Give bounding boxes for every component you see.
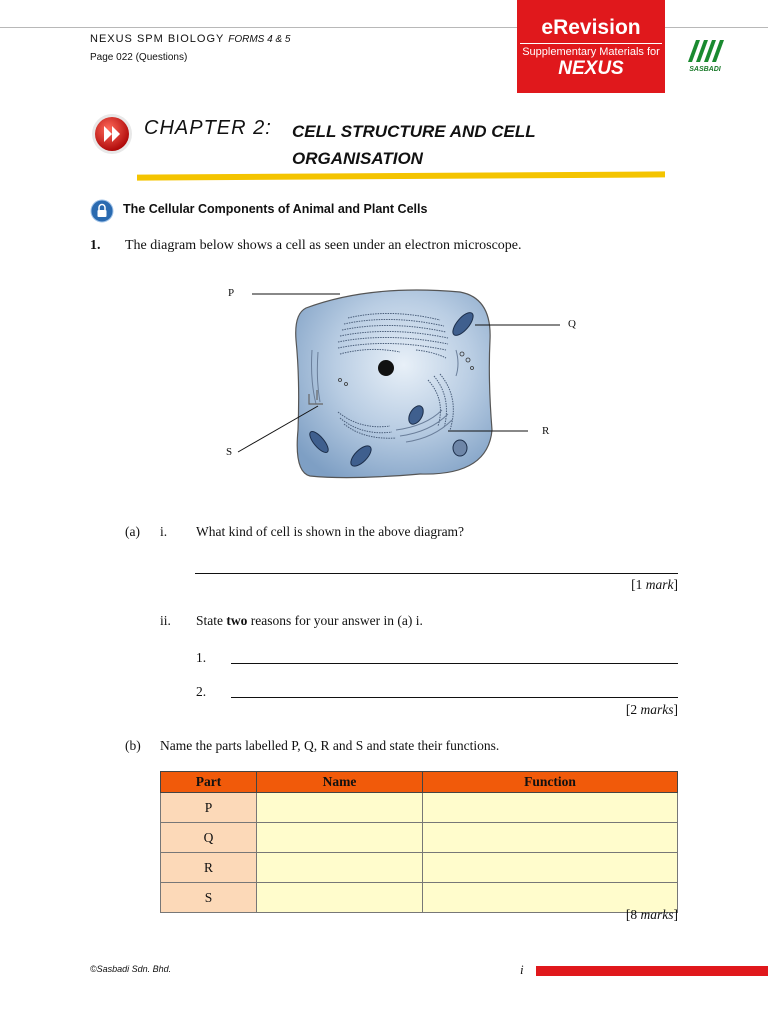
a-ii-before: State xyxy=(196,613,227,628)
header-name: Name xyxy=(257,772,423,793)
page-number: Page 022 (Questions) xyxy=(90,52,188,63)
part-b-label: (b) xyxy=(125,738,141,753)
book-title xyxy=(90,33,290,45)
answer-line-reason-1[interactable] xyxy=(231,663,678,664)
a-ii-bold: two xyxy=(226,613,248,628)
part-a-i-text: What kind of cell is shown in the above diagram? xyxy=(196,524,465,539)
part-a-label: (a) xyxy=(125,524,140,539)
part-cell: R xyxy=(161,853,257,883)
label-r: R xyxy=(542,425,550,437)
table-row xyxy=(161,793,678,823)
table-row xyxy=(161,853,678,883)
name-cell[interactable] xyxy=(257,853,423,883)
header-part: Part xyxy=(161,772,257,793)
header-function: Function xyxy=(423,772,678,793)
book-title-text: NEXUS SPM BIOLOGY xyxy=(90,33,225,45)
mark-a-i: [1 mark] xyxy=(631,577,678,592)
reason-2-label: 2. xyxy=(196,684,207,699)
answer-line-reason-2[interactable] xyxy=(231,697,678,698)
footer-page: i xyxy=(520,962,524,977)
logo-text: SASBADI xyxy=(689,66,721,73)
a-ii-after: reasons for your answer in (a) i. xyxy=(247,613,423,628)
part-cell: S xyxy=(161,883,257,913)
part-a-i-label: i. xyxy=(160,524,168,539)
chapter-label: CHAPTER 2: xyxy=(144,117,272,139)
chapter-underline xyxy=(137,171,665,180)
label-q: Q xyxy=(568,318,576,330)
name-cell[interactable] xyxy=(257,823,423,853)
parts-table xyxy=(160,771,678,913)
animal-cell-diagram xyxy=(220,280,590,480)
mark-b: [8 marks] xyxy=(625,907,678,922)
part-cell: Q xyxy=(161,823,257,853)
brand-subtitle: Supplementary Materials for xyxy=(520,43,662,58)
name-cell[interactable] xyxy=(257,883,423,913)
brand-name: NEXUS xyxy=(558,58,624,79)
part-a-ii-label: ii. xyxy=(160,613,171,628)
function-cell[interactable] xyxy=(423,823,678,853)
footer-bar xyxy=(536,966,768,976)
reason-1-label: 1. xyxy=(196,650,207,665)
table-header-row xyxy=(161,772,678,793)
part-cell: P xyxy=(161,793,257,823)
lock-icon xyxy=(90,199,114,223)
section-title: The Cellular Components of Animal and Plant Cells xyxy=(123,202,428,216)
name-cell[interactable] xyxy=(257,793,423,823)
brand-title: eRevision xyxy=(541,16,641,39)
chapter-title: CELL STRUCTURE AND CELL ORGANISATION xyxy=(292,122,536,168)
chapter-forward-icon xyxy=(90,112,134,156)
question-number: 1. xyxy=(90,238,101,253)
label-s: S xyxy=(226,446,233,458)
table-row xyxy=(161,823,678,853)
answer-line-a-i[interactable] xyxy=(195,573,678,574)
erevision-banner xyxy=(517,0,665,93)
book-forms: FORMS 4 & 5 xyxy=(228,34,291,45)
function-cell[interactable] xyxy=(423,853,678,883)
function-cell[interactable] xyxy=(423,793,678,823)
part-b-text: Name the parts labelled P, Q, R and S and state their functions. xyxy=(160,738,500,753)
part-a-ii-text xyxy=(196,613,423,629)
mark-a-ii: [2 marks] xyxy=(625,702,678,717)
question-text: The diagram below shows a cell as seen under an electron microscope. xyxy=(125,238,522,253)
copyright: ©Sasbadi Sdn. Bhd. xyxy=(90,964,172,974)
label-p: P xyxy=(228,287,235,299)
